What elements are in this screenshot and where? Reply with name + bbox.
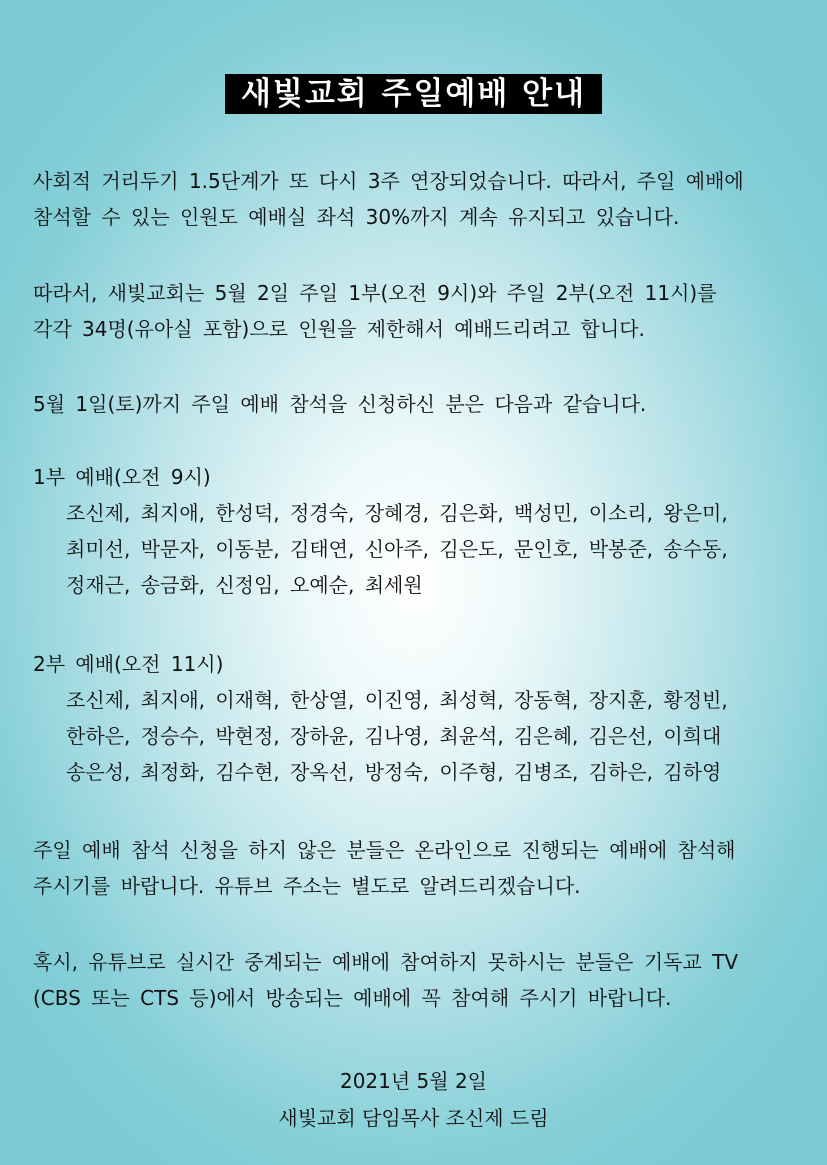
service2-heading: 2부 예배(오전 11시) <box>33 652 224 676</box>
paragraph-line: 주일 예배 참석 신청을 하지 않은 분들은 온라인으로 진행되는 예배에 참석해 <box>33 838 736 862</box>
name-list-line: 송은성, 최정화, 김수현, 장옥선, 방정숙, 이주형, 김병조, 김하은, 김하영 <box>66 760 722 784</box>
paragraph-line: 5월 1일(토)까지 주일 예배 참석을 신청하신 분은 다음과 같습니다. <box>33 392 647 416</box>
signature-signer: 새빛교회 담임목사 조신제 드림 <box>278 1106 549 1130</box>
paragraph-online-worship <box>33 832 803 904</box>
paragraph-attendance-limit <box>33 275 803 347</box>
paragraph-extension-notice <box>33 163 803 235</box>
paragraph-tv-broadcast <box>33 944 803 1016</box>
signature-date: 2021년 5월 2일 <box>339 1069 488 1093</box>
name-list-line: 조신제, 최지애, 한성덕, 정경숙, 장혜경, 김은화, 백성민, 이소리, 왕은미, <box>66 501 728 525</box>
paragraph-line: 혹시, 유튜브로 실시간 중계되는 예배에 참여하지 못하시는 분들은 기독교 TV <box>33 950 739 974</box>
document-title: 새빛교회 주일예배 안내 <box>225 74 602 114</box>
paragraph-line: 참석할 수 있는 인원도 예배실 좌석 30%까지 계속 유지되고 있습니다. <box>33 205 680 229</box>
title-bar <box>0 74 827 114</box>
service2-section <box>33 646 803 790</box>
paragraph-line: (CBS 또는 CTS 등)에서 방송되는 예배에 꼭 참여해 주시기 바랍니다. <box>33 986 672 1010</box>
paragraph-line: 주시기를 바랍니다. 유튜브 주소는 별도로 알려드리겠습니다. <box>33 874 581 898</box>
service1-section <box>33 459 803 603</box>
name-list-line: 최미선, 박문자, 이동분, 김태연, 신아주, 김은도, 문인호, 박봉준, 송수동, <box>66 537 728 561</box>
name-list-line: 정재근, 송금화, 신정임, 오예순, 최세원 <box>66 573 423 597</box>
name-list-line: 한하은, 정승수, 박현정, 장하윤, 김나영, 최윤석, 김은혜, 김은선, 이희대 <box>66 724 722 748</box>
service1-heading: 1부 예배(오전 9시) <box>33 465 211 489</box>
paragraph-registrants-intro <box>33 386 803 422</box>
paragraph-line: 따라서, 새빛교회는 5월 2일 주일 1부(오전 9시)와 주일 2부(오전 11시)를 <box>33 281 717 305</box>
paragraph-line: 사회적 거리두기 1.5단계가 또 다시 3주 연장되었습니다. 따라서, 주일 예배에 <box>33 169 744 193</box>
name-list-line: 조신제, 최지애, 이재혁, 한상열, 이진영, 최성혁, 장동혁, 장지훈, 황정빈, <box>66 688 728 712</box>
paragraph-line: 각각 34명(유아실 포함)으로 인원을 제한해서 예배드리려고 합니다. <box>33 317 645 341</box>
